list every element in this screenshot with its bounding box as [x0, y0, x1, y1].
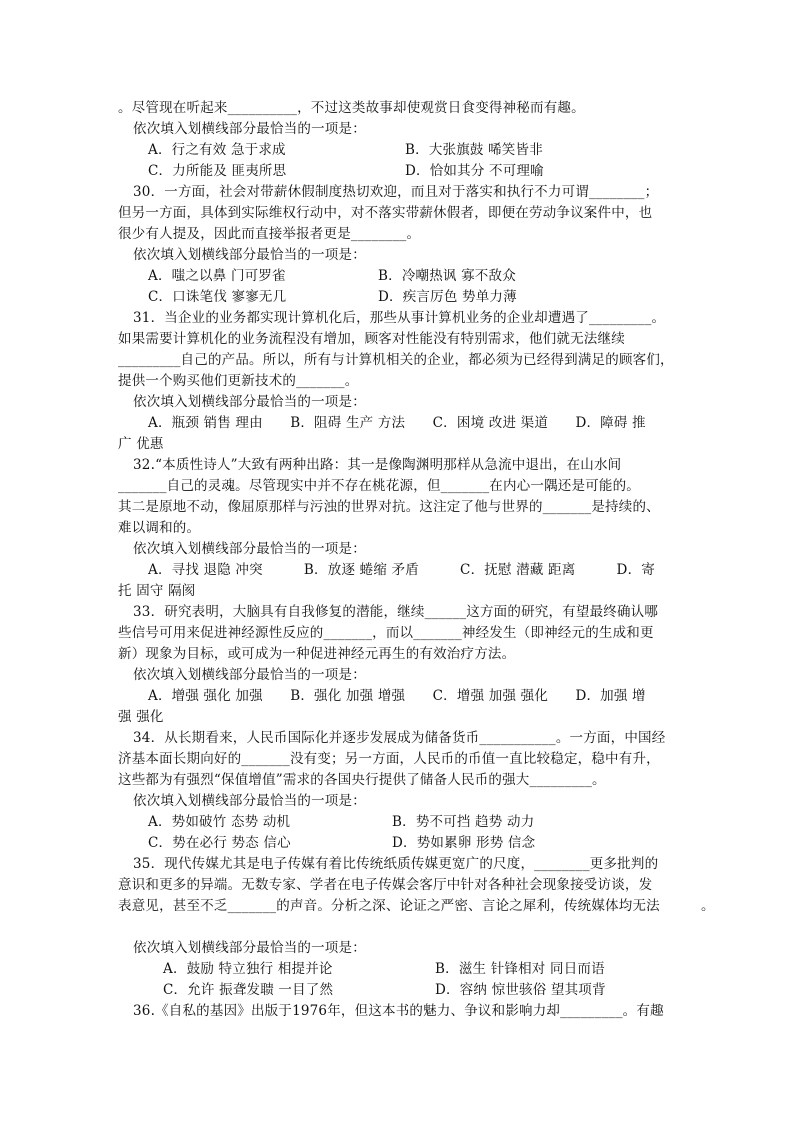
text-line: _________自己的产品。所以，所有与计算机相关的企业，都必须为已经得到满足的顾客们， [118, 352, 674, 368]
option-a: A．鼓励 特立独行 相提并论 [163, 961, 333, 977]
question-prompt: 依次填入划横线部分最恰当的一项是： [133, 667, 366, 683]
text-line: _______自己的灵魂。尽管现实中并不存在桃花源，但_______在内心一隅还是可能的。 [118, 478, 640, 494]
question-prompt: 依次填入划横线部分最恰当的一项是： [133, 793, 366, 809]
question-35: 35．现代传媒尤其是电子传媒有着比传统纸质传媒更宽广的尺度，________更多批判的 [133, 856, 659, 872]
option-a: A．势如破竹 态势 动机 [148, 814, 291, 830]
option-d: D．恰如其分 不可理喻 [405, 163, 544, 179]
question-prompt: 依次填入划横线部分最恰当的一项是： [133, 541, 366, 557]
option-b: B．冷嘲热讽 寡不敌众 [378, 268, 516, 284]
option-b: B．大张旗鼓 唏笑皆非 [405, 142, 543, 158]
question-prompt: 依次填入划横线部分最恰当的一项是： [133, 247, 366, 263]
text-line: 。尽管现在听起来__________，不过这类故事却使观赏日食变得神秘而有趣。 [118, 100, 585, 116]
text-line: 表意见，甚至不乏_______的声音。分析之深、论证之严密、言论之犀利，传统媒体均无法 。 [118, 898, 715, 914]
text-line: 意识和更多的异端。无数专家、学者在电子传媒会客厅中针对各种社会现象接受访谈，发 [118, 877, 653, 893]
option-c: C．势在必行 势态 信心 [148, 835, 291, 851]
text-line: 提供一个购买他们更新技术的_______。 [118, 373, 359, 389]
option-b: B．滋生 针锋相对 同日而语 [435, 961, 605, 977]
options-line: A．瓶颈 销售 理由 B．阻碍 生产 方法 C．困境 改进 渠道 D．障碍 推 [148, 415, 646, 431]
question-33: 33．研究表明，大脑具有自我修复的潜能，继续______这方面的研究，有望最终确认哪 [133, 604, 659, 620]
options-line: 强 强化 [118, 709, 164, 725]
options-line: 托 固守 隔阂 [118, 583, 196, 599]
option-d: D．疾言厉色 势单力薄 [378, 289, 517, 305]
options-line: A．寻找 退隐 冲突 B．放逐 蜷缩 矛盾 C．抚慰 潜藏 距离 D．寄 [148, 562, 655, 578]
question-34: 34．从长期看来，人民币国际化并逐步发展成为储备货币___________。一方面，中国经 [133, 730, 666, 746]
option-d: D．容纳 惊世骇俗 望其项背 [435, 982, 606, 998]
option-a: A．行之有效 急于求成 [148, 142, 286, 158]
option-c: C．口诛笔伐 寥寥无几 [148, 289, 287, 305]
question-31: 31．当企业的业务都实现计算机化后，那些从事计算机业务的企业却遭遇了_________。 [133, 310, 666, 326]
question-prompt: 依次填入划横线部分最恰当的一项是： [133, 121, 366, 137]
text-line: 这些都为有强烈“保值增值”需求的各国央行提供了储备人民币的强大_________。 [118, 772, 606, 788]
question-prompt: 依次填入划横线部分最恰当的一项是： [133, 940, 366, 956]
text-line: 新）现象为目标，或可成为一种促进神经元再生的有效治疗方法。 [118, 646, 516, 662]
question-30: 30．一方面，社会对带薪休假制度热切欢迎，而且对于落实和执行不力可谓________； [133, 184, 659, 200]
text-line: 很少有人提及，因此而直接举报者更是________。 [118, 226, 421, 242]
option-a: A．嗤之以鼻 门可罗雀 [148, 268, 286, 284]
text-line: 其二是原地不动，像屈原那样与污浊的世界对抗。这注定了他与世界的_______是持续的、 [118, 499, 660, 515]
option-c: C．允许 振聋发聩 一目了然 [163, 982, 334, 998]
question-prompt: 依次填入划横线部分最恰当的一项是： [133, 394, 366, 410]
text-line: 如果需要计算机化的业务流程没有增加，顾客对性能没有特别需求，他们就无法继续 [118, 331, 625, 347]
option-b: B．势不可挡 趋势 动力 [392, 814, 535, 830]
text-line: 但另一方面，具体到实际维权行动中，对不落实带薪休假者，即便在劳动争议案件中，也 [118, 205, 653, 221]
option-d: D．势如累卵 形势 信念 [392, 835, 536, 851]
option-c: C．力所能及 匪夷所思 [148, 163, 287, 179]
text-line: 济基本面长期向好的_______没有变；另一方面，人民币的币值一直比较稳定，稳中有升， [118, 751, 660, 767]
question-32: 32.“本质性诗人”大致有两种出路：其一是像陶渊明那样从急流中退出，在山水间 [133, 457, 622, 473]
question-36: 36.《自私的基因》出版于1976年，但这本书的魅力、争议和影响力却_________。有趣 [133, 1003, 664, 1019]
options-line: 广 优惠 [118, 436, 164, 452]
text-line: 难以调和的。 [118, 520, 201, 536]
text-line: 些信号可用来促进神经源性反应的_______，而以_______神经发生（即神经元的生成和更 [118, 625, 654, 641]
options-line: A．增强 强化 加强 B．强化 加强 增强 C．增强 加强 强化 D．加强 增 [148, 688, 646, 704]
